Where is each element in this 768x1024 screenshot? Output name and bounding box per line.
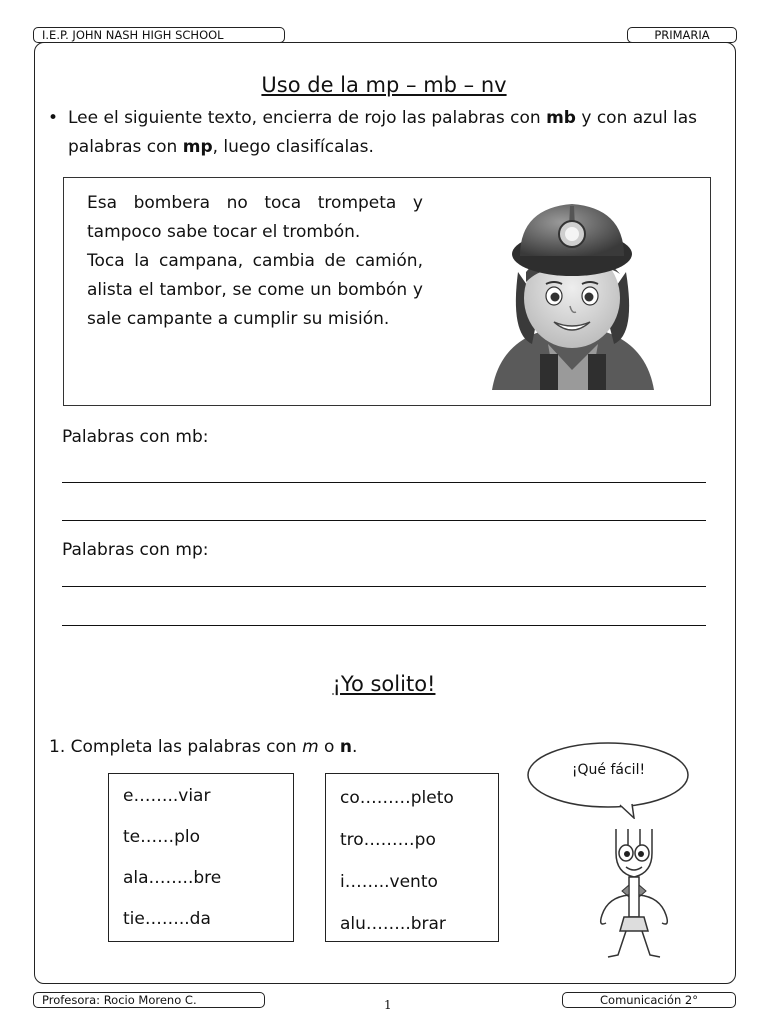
subject-tag: Comunicación 2° — [562, 992, 736, 1008]
mb-words-label: Palabras con mb: — [62, 427, 209, 447]
school-name-tag: I.E.P. JOHN NASH HIGH SCHOOL — [33, 27, 285, 43]
forky-character-illustration — [584, 823, 684, 961]
fill-word[interactable]: te……plo — [123, 827, 201, 847]
speech-bubble-text: ¡Qué fácil! — [571, 762, 646, 778]
section-title: ¡Yo solito! — [332, 672, 436, 696]
mp-keyword: mp — [182, 137, 213, 157]
letter-m: m — [302, 737, 319, 757]
page-title: Uso de la mp – mb – nv — [261, 73, 507, 97]
firefighter-girl-illustration — [470, 194, 675, 390]
story-paragraph-1: Esa bombera no toca trompeta y tampoco sabe tocar el trombón. — [87, 193, 423, 242]
fill-word[interactable]: ala……..bre — [123, 868, 222, 888]
mb-keyword: mb — [546, 108, 576, 128]
instruction-text: Lee el siguiente texto, encierra de rojo las palabras con mb y con azul las palabras con mp, luego clasifícalas. — [68, 108, 698, 157]
fill-word[interactable]: alu……..brar — [340, 914, 446, 934]
fill-word[interactable]: co………pleto — [340, 788, 454, 808]
fill-word[interactable]: i……..vento — [340, 872, 438, 892]
fill-word[interactable]: tie……..da — [123, 909, 211, 929]
page-number: 1 — [384, 998, 392, 1012]
bullet: • — [48, 108, 59, 128]
fill-word[interactable]: tro………po — [340, 830, 436, 850]
mp-words-label: Palabras con mp: — [62, 540, 209, 560]
word-box-left — [108, 773, 294, 942]
reading-box — [63, 177, 711, 406]
story-paragraph-2: Toca la campana, cambia de camión, alista el tambor, se come un bombón y sale campante a cumplir su misión. — [87, 251, 423, 329]
instruction — [48, 104, 716, 162]
story-text — [87, 189, 423, 334]
letter-n: n — [339, 737, 352, 757]
answer-line-mb-2[interactable] — [62, 520, 706, 521]
exercise-1-prompt: 1. Completa las palabras con m o n. — [49, 737, 358, 757]
answer-line-mp-2[interactable] — [62, 625, 706, 626]
word-box-right — [325, 773, 499, 942]
level-tag: PRIMARIA — [627, 27, 737, 43]
exercise-number: 1. — [49, 737, 66, 757]
answer-line-mb-1[interactable] — [62, 482, 706, 483]
teacher-tag: Profesora: Rocio Moreno C. — [33, 992, 265, 1008]
answer-line-mp-1[interactable] — [62, 586, 706, 587]
speech-bubble — [526, 741, 691, 819]
fill-word[interactable]: e……..viar — [123, 786, 211, 806]
